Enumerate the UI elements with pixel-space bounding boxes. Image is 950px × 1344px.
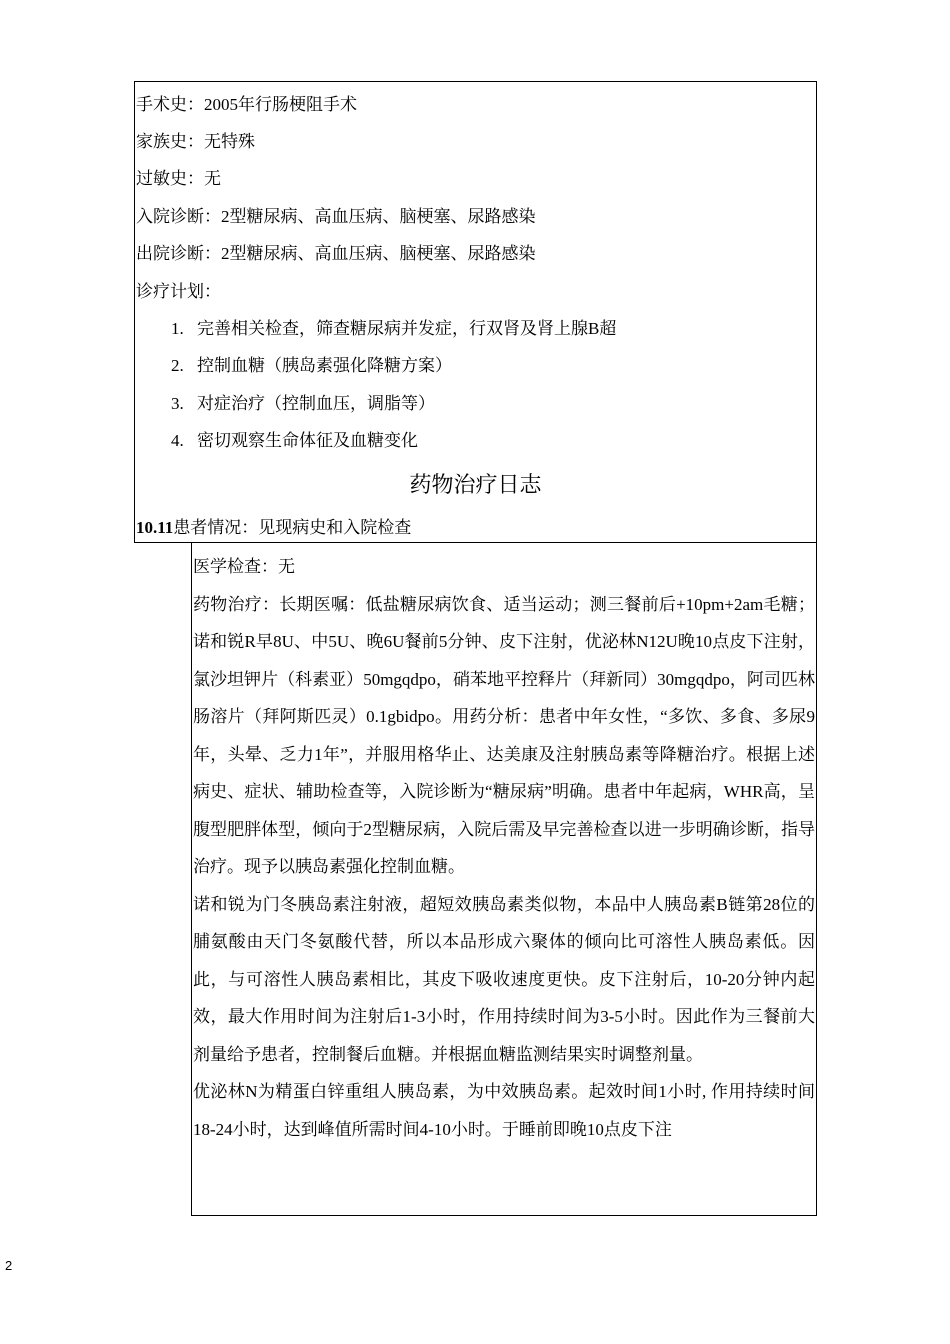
medical-exam: 医学检查：无	[193, 557, 295, 576]
plan-item-number: 3.	[171, 394, 184, 413]
plan-item-text: 对症治疗（控制血压，调脂等）	[197, 394, 435, 413]
plan-label: 诊疗计划：	[136, 282, 221, 301]
humulin-paragraph: 优泌林N为精蛋白锌重组人胰岛素，为中效胰岛素。起效时间1小时, 作用持续时间18-24小时，达到峰值所需时间4-10小时。于睡前即晚10点皮下注	[193, 1082, 815, 1139]
log-title: 药物治疗日志	[409, 472, 542, 497]
plan-item	[171, 392, 435, 416]
log-body	[193, 548, 815, 1148]
log-date: 10.11	[136, 518, 174, 537]
admission-diagnosis: 入院诊断：2型糖尿病、高血压病、脑梗塞、尿路感染	[136, 207, 536, 226]
plan-item-number: 2.	[171, 356, 184, 375]
patient-status: 患者情况：见现病史和入院检查	[173, 518, 412, 537]
allergy-history: 过敏史：无	[136, 169, 221, 188]
plan-item-text: 密切观察生命体征及血糖变化	[197, 431, 418, 450]
log-entry-header	[136, 516, 411, 540]
plan-item-number: 1.	[171, 319, 184, 338]
plan-item	[171, 354, 452, 378]
plan-item	[171, 429, 418, 453]
page-number: 2	[5, 1258, 13, 1273]
discharge-diagnosis: 出院诊断：2型糖尿病、高血压病、脑梗塞、尿路感染	[136, 244, 536, 263]
novorapid-paragraph: 诺和锐为门冬胰岛素注射液，超短效胰岛素类似物，本品中人胰岛素B链第28位的脯氨酸由天门冬氨酸代替，所以本品形成六聚体的倾向比可溶性人胰岛素低。因此，与可溶性人胰岛素相比，其皮下吸收速度更快。皮下注射后，10-20分钟内起效，最大作用时间为注射后1-3小时，作用持续时间为3-5小时。因此作为三餐前大剂量给予患者，控制餐后血糖。并根据血糖监测结果实时调整剂量。	[193, 894, 815, 1064]
plan-item-text: 完善相关检查，筛查糖尿病并发症，行双肾及肾上腺B超	[197, 319, 617, 338]
plan-item-number: 4.	[171, 431, 184, 450]
plan-item-text: 控制血糖（胰岛素强化降糖方案）	[197, 356, 452, 375]
plan-item	[171, 317, 616, 341]
surgery-history: 手术史：2005年行肠梗阻手术	[136, 95, 357, 114]
family-history: 家族史：无特殊	[136, 132, 255, 151]
drug-therapy-paragraph: 药物治疗：长期医嘱：低盐糖尿病饮食、适当运动；测三餐前后+10pm+2am毛糖；诺和锐R早8U、中5U、晚6U餐前5分钟、皮下注射，优泌林N12U晚10点皮下注射，氯沙坦钾片（科素亚）50mgqdpo，硝苯地平控释片（拜新同）30mgqdpo，阿司匹林肠溶片（拜阿斯匹灵）0.1gbidpo。用药分析：患者中年女性，“多饮、多食、多尿9年，头晕、乏力1年”，并服用格华止、达美康及注射胰岛素等降糖治疗。根据上述病史、症状、辅助检查等，入院诊断为“糖尿病”明确。患者中年起病，WHR高，呈腹型肥胖体型，倾向于2型糖尿病，入院后需及早完善检查以进一步明确诊断，指导治疗。现予以胰岛素强化控制血糖。	[193, 594, 815, 876]
